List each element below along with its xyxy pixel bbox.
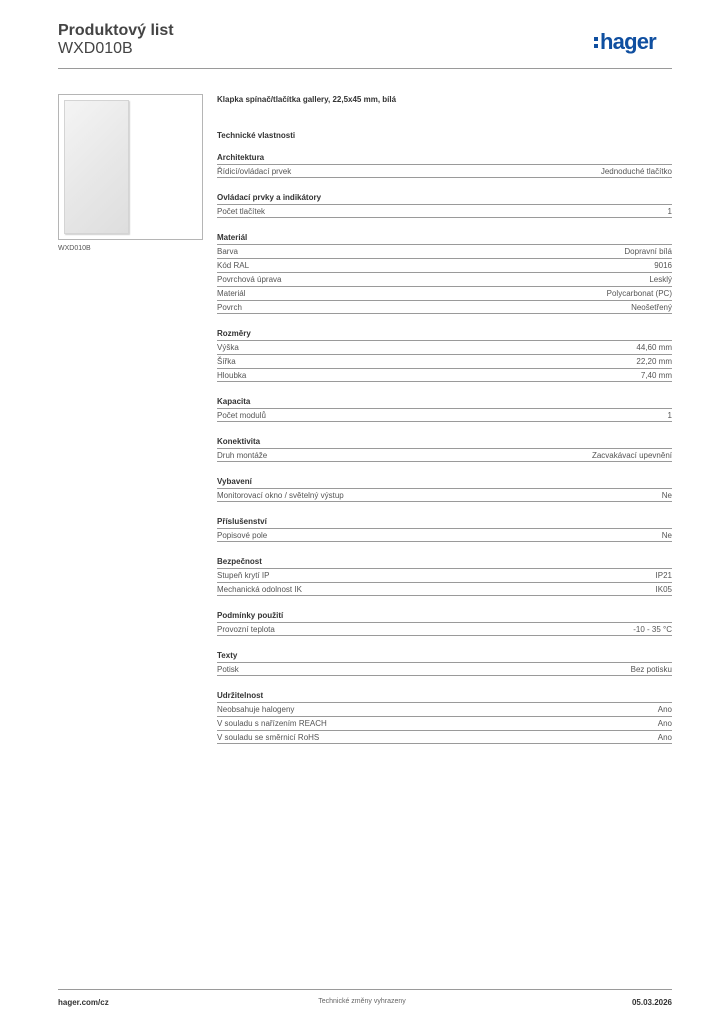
spec-label: Počet tlačítek (217, 206, 266, 216)
logo-dot-bottom (594, 44, 598, 48)
spec-label: Stupeň krytí IP (217, 571, 270, 580)
spec-section (217, 476, 672, 502)
spec-label: Řídicí/ovládací prvek (217, 166, 292, 176)
section-title: Bezpečnost (217, 557, 262, 566)
spec-label: Počet modulů (217, 410, 266, 420)
spec-row (217, 528, 672, 542)
spec-section (217, 690, 672, 744)
spec-row (217, 164, 672, 178)
spec-row (217, 730, 672, 744)
spec-label: Povrch (217, 302, 242, 312)
spec-label: V souladu s nařízením REACH (217, 719, 327, 728)
document-title: Produktový list (58, 22, 174, 39)
spec-row (217, 568, 672, 582)
spec-row (217, 408, 672, 422)
spec-value: 22,20 mm (636, 357, 672, 366)
spec-row (217, 204, 672, 218)
section-title: Materiál (217, 233, 248, 242)
spec-value: Ne (661, 490, 672, 500)
spec-label: Monitorovací okno / světelný výstup (217, 490, 344, 500)
spec-section (217, 516, 672, 542)
technical-properties-title: Technické vlastnosti (217, 131, 296, 140)
spec-row (217, 286, 672, 300)
spec-row (217, 702, 672, 716)
spec-value: 7,40 mm (640, 370, 672, 380)
spec-value: Dopravní bílá (624, 247, 672, 256)
hager-logo (592, 28, 674, 56)
spec-section (217, 650, 672, 676)
spec-value: -10 - 35 °C (633, 624, 672, 634)
spec-value: Ano (657, 719, 672, 728)
spec-row (217, 488, 672, 502)
image-caption: WXD010B (58, 245, 91, 252)
spec-label: Potisk (217, 664, 239, 674)
spec-row (217, 622, 672, 636)
section-title: Architektura (217, 153, 265, 162)
spec-row (217, 300, 672, 314)
product-image (58, 94, 203, 240)
spec-section (217, 232, 672, 314)
footer-date: 05.03.2026 (631, 998, 672, 1007)
spec-row (217, 340, 672, 354)
spec-label: Šířka (217, 357, 236, 366)
product-code: WXD010B (58, 40, 133, 57)
spec-value: 1 (667, 206, 672, 216)
section-title: Udržitelnost (217, 691, 264, 700)
spec-label: Popisové pole (217, 530, 268, 540)
section-title: Příslušenství (217, 517, 267, 526)
spec-value: 1 (667, 410, 672, 420)
spec-value: Ano (657, 732, 672, 742)
spec-section (217, 396, 672, 422)
spec-label: Materiál (217, 289, 246, 298)
spec-label: Kód RAL (217, 261, 250, 270)
section-title: Kapacita (217, 397, 251, 406)
spec-label: V souladu se směrnicí RoHS (217, 732, 320, 742)
spec-row (217, 258, 672, 272)
spec-value: Lesklý (649, 275, 672, 284)
section-title: Ovládací prvky a indikátory (217, 193, 322, 202)
header-divider (58, 68, 672, 69)
spec-section (217, 152, 672, 178)
spec-label: Druh montáže (217, 450, 268, 460)
section-title: Podmínky použití (217, 611, 284, 620)
spec-row (217, 272, 672, 286)
spec-label: Provozní teplota (217, 624, 275, 634)
product-description: Klapka spínač/tlačítka gallery, 22,5x45 mm, bílá (217, 95, 397, 104)
spec-label: Barva (217, 247, 238, 256)
logo-dot-top (594, 37, 598, 41)
spec-value: Neošetřený (631, 302, 672, 312)
spec-row (217, 662, 672, 676)
footer-notice: Technické změny vyhrazeny (318, 998, 406, 1005)
section-title: Vybavení (217, 477, 252, 486)
spec-row (217, 716, 672, 730)
spec-section (217, 610, 672, 636)
spec-value: Bez potisku (630, 664, 672, 674)
spec-value: Ne (661, 530, 672, 540)
spec-value: IP21 (655, 571, 672, 580)
spec-value: Zacvakávací upevnění (591, 450, 672, 460)
footer-website: hager.com/cz (58, 998, 109, 1007)
spec-value: Jednoduché tlačítko (600, 166, 672, 176)
spec-label: Výška (217, 343, 239, 352)
section-title: Texty (217, 651, 238, 660)
spec-value: 9016 (654, 261, 672, 270)
spec-section (217, 192, 672, 218)
spec-label: Povrchová úprava (217, 275, 282, 284)
spec-value: IK05 (655, 584, 672, 594)
logo-text: hager (600, 29, 656, 54)
spec-row (217, 582, 672, 596)
spec-value: Polycarbonat (PC) (606, 289, 672, 298)
section-title: Rozměry (217, 329, 251, 338)
spec-value: 44,60 mm (636, 343, 672, 352)
spec-row (217, 244, 672, 258)
spec-row (217, 354, 672, 368)
spec-label: Hloubka (217, 370, 247, 380)
spec-label: Neobsahuje halogeny (217, 705, 295, 714)
switch-cover-illustration (64, 100, 129, 234)
spec-label: Mechanická odolnost IK (217, 584, 302, 594)
footer-divider (58, 989, 672, 990)
spec-row (217, 448, 672, 462)
spec-section (217, 556, 672, 596)
spec-row (217, 368, 672, 382)
spec-section (217, 328, 672, 382)
section-title: Konektivita (217, 437, 261, 446)
spec-sections (217, 152, 672, 744)
spec-value: Ano (657, 705, 672, 714)
product-content (217, 94, 672, 758)
spec-section (217, 436, 672, 462)
